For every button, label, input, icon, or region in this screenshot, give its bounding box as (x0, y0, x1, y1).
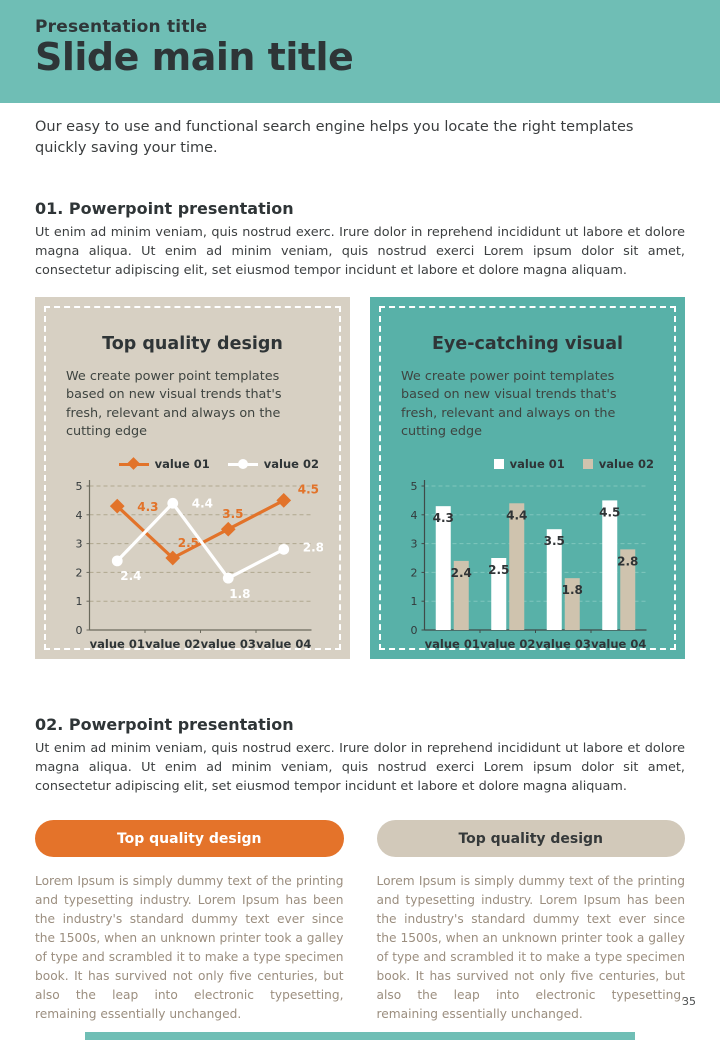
legend-item (583, 457, 654, 471)
data-label: 3.5 (222, 506, 244, 521)
data-label: 2.4 (120, 568, 142, 583)
data-label: 2.4 (450, 565, 472, 580)
page-title: Slide main title (35, 35, 354, 79)
legend-label: value 01 (154, 456, 210, 471)
feature-body: Lorem Ipsum is simply dummy text of the printing and typesetting industry. Lorem Ipsum has been the industry's standard dummy text ever since the 1500s, when an unknown printer took a galley of type and scrambled it to make a type specimen book. It has survived not only five centuries, but also the leap into electronic typesetting, remaining essentially unchanged. (35, 874, 344, 1021)
bar-chart-card (370, 297, 685, 659)
data-label: 1.8 (229, 586, 251, 601)
section-02 (35, 715, 685, 797)
feature-column-left (35, 820, 344, 1023)
intro-text: Our easy to use and functional search engine helps you locate the right templates quickly saving your time. (35, 119, 634, 157)
diamond-marker (221, 522, 236, 537)
legend-item (494, 457, 565, 471)
section-01 (35, 199, 685, 281)
line-chart (62, 456, 323, 668)
legend-item (228, 457, 319, 471)
x-axis-label: value 04 (256, 636, 312, 651)
legend-square-icon (583, 459, 593, 469)
legend-label: value 02 (263, 456, 319, 471)
circle-marker (278, 544, 289, 555)
bar-chart (397, 456, 658, 668)
section-01-heading: 01. Powerpoint presentation (35, 199, 294, 219)
data-label: 2.8 (617, 554, 639, 569)
presentation-title: Presentation title (35, 17, 208, 37)
x-axis-label: value 03 (535, 636, 591, 651)
y-axis-label: 2 (75, 566, 83, 580)
data-label: 1.8 (561, 582, 583, 597)
card-description: We create power point templates based on new visual trends that's fresh, relevant and always on the cutting edge (66, 368, 282, 440)
legend-item (119, 457, 210, 471)
feature-column-right (377, 820, 686, 1023)
legend-circle-marker-icon (228, 458, 258, 470)
y-axis-label: 1 (75, 594, 83, 608)
data-label: 4.3 (432, 510, 454, 525)
y-axis-label: 5 (410, 479, 418, 493)
chart-plot (397, 472, 658, 664)
y-axis-label: 1 (410, 594, 418, 608)
circle-marker (112, 555, 123, 566)
chart-cards-row (35, 297, 685, 659)
x-axis-label: value 01 (424, 636, 480, 651)
data-label: 2.5 (488, 562, 510, 577)
y-axis-label: 4 (410, 508, 418, 522)
x-axis-label: value 03 (200, 636, 256, 651)
x-axis-label: value 02 (145, 636, 201, 651)
feature-pill-beige: Top quality design (377, 820, 686, 857)
circle-marker (167, 498, 178, 509)
data-label: 4.5 (297, 482, 320, 497)
data-label: 3.5 (543, 533, 565, 548)
card-description: We create power point templates based on new visual trends that's fresh, relevant and always on the cutting edge (401, 368, 617, 440)
x-axis-label: value 02 (480, 636, 536, 651)
footer-accent-bar (85, 1032, 635, 1040)
feature-body: Lorem Ipsum is simply dummy text of the printing and typesetting industry. Lorem Ipsum has been the industry's standard dummy text ever since the 1500s, when an unknown printer took a galley of type and scrambled it to make a type specimen book. It has survived not only five centuries, but also the leap into electronic typesetting, remaining essentially unchanged. (376, 874, 685, 1021)
y-axis-label: 0 (410, 623, 418, 637)
data-label: 2.8 (302, 540, 323, 555)
chart-legend (62, 456, 319, 472)
feature-pill-orange: Top quality design (35, 820, 344, 857)
line-chart-card-inner (44, 306, 341, 650)
bar-chart-card-inner (379, 306, 676, 650)
x-axis-label: value 04 (591, 636, 647, 651)
y-axis-label: 3 (75, 537, 83, 551)
circle-marker (223, 573, 234, 584)
legend-label: value 01 (509, 456, 565, 471)
diamond-marker (276, 493, 291, 508)
data-label: 4.3 (137, 499, 159, 514)
section-02-heading: 02. Powerpoint presentation (35, 714, 294, 734)
legend-diamond-marker-icon (119, 458, 149, 470)
bar-series-0 (602, 500, 617, 630)
data-label: 4.5 (599, 505, 621, 520)
data-label: 4.4 (191, 496, 214, 511)
legend-label: value 02 (598, 456, 654, 471)
data-label: 4.4 (506, 508, 528, 523)
data-label: 2.5 (177, 535, 200, 550)
y-axis-label: 3 (410, 537, 418, 551)
card-title: Top quality design (102, 333, 283, 354)
y-axis-label: 5 (75, 479, 83, 493)
section-02-body: Ut enim ad minim veniam, quis nostrud exerc. Irure dolor in reprehend incididunt ut labore et dolore magna aliqua. Ut enim ad minim veniam, quis nostrud exerci Lorem ipsum dolor sit amet, consectetur adipiscing elit, set eiusmod tempor incidunt et labore et dolore magna aliquam. (35, 740, 685, 794)
bar-series-1 (509, 503, 524, 630)
x-axis-label: value 01 (89, 636, 145, 651)
y-axis-label: 0 (75, 623, 83, 637)
card-title: Eye-catching visual (431, 333, 624, 354)
y-axis-label: 2 (410, 566, 418, 580)
chart-plot (62, 472, 323, 664)
page-number: 35 (682, 995, 696, 1008)
line-chart-card (35, 297, 350, 659)
y-axis-label: 4 (75, 508, 83, 522)
chart-legend (397, 456, 654, 472)
section-01-body: Ut enim ad minim veniam, quis nostrud exerc. Irure dolor in reprehend incididunt ut labore et dolore magna aliqua. Ut enim ad minim veniam, quis nostrud exerci Lorem ipsum dolor sit amet, consectetur adipiscing elit, set eiusmod tempor incidunt et labore et dolore magna aliquam. (35, 225, 685, 279)
slide-header (0, 0, 720, 103)
legend-square-icon (494, 459, 504, 469)
features-row (35, 820, 685, 1023)
